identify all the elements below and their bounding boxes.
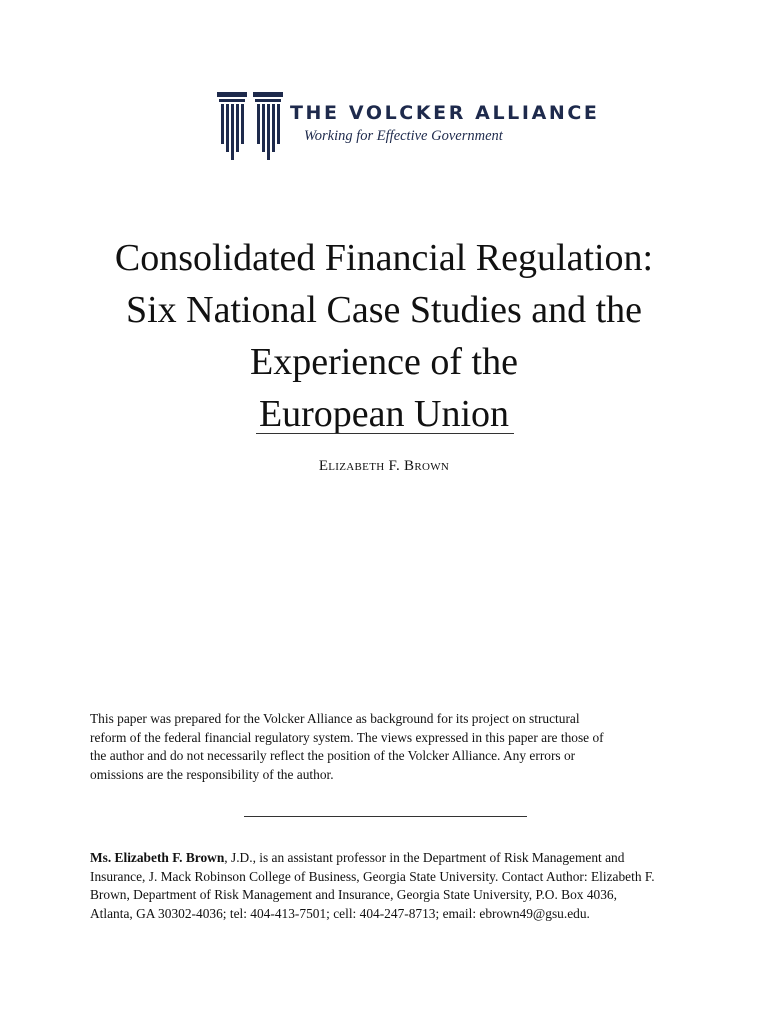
author-name: Elizabeth F. Brown <box>318 458 450 474</box>
title-line: Experience of the <box>250 341 518 383</box>
title-line: Six National Case Studies and the <box>125 289 643 331</box>
bio-line: Atlanta, GA 30302-4036; tel: 404-413-7501; cell: 404-247-8713; email: ebrown49@gsu.edu. <box>90 905 590 921</box>
note-line: the author and do not necessarily reflect the position of the Volcker Alliance. Any errors or <box>90 748 576 763</box>
logo-name: THE VOLCKER ALLIANCE <box>290 102 600 124</box>
title-line: Consolidated Financial Regulation: <box>114 237 654 279</box>
columns-logo-icon <box>216 88 284 168</box>
note-line: reform of the federal financial regulatory system. The views expressed in this paper are those of <box>90 729 604 745</box>
note-line: This paper was prepared for the Volcker Alliance as background for its project on structural <box>90 711 580 726</box>
bio-line <box>90 849 710 868</box>
title-line: European Union <box>258 393 510 435</box>
author-bio <box>90 849 710 923</box>
logo-tagline: Working for Effective Government <box>304 128 503 144</box>
bio-line: Insurance, J. Mack Robinson College of Business, Georgia State University. Contact Author: Elizabeth F. <box>90 868 655 884</box>
title-divider <box>256 433 514 434</box>
bio-line: Brown, Department of Risk Management and Insurance, Georgia State University, P.O. Box 4036, <box>90 887 617 902</box>
note-line: omissions are the responsibility of the author. <box>90 766 334 782</box>
bio-first-line-text: , J.D., is an assistant professor in the Department of Risk Management and <box>224 850 625 865</box>
section-divider <box>244 816 527 817</box>
preparation-note <box>90 710 690 784</box>
document-title <box>0 232 768 440</box>
volcker-alliance-logo <box>216 88 600 168</box>
bio-author-name: Ms. Elizabeth F. Brown <box>90 850 225 865</box>
